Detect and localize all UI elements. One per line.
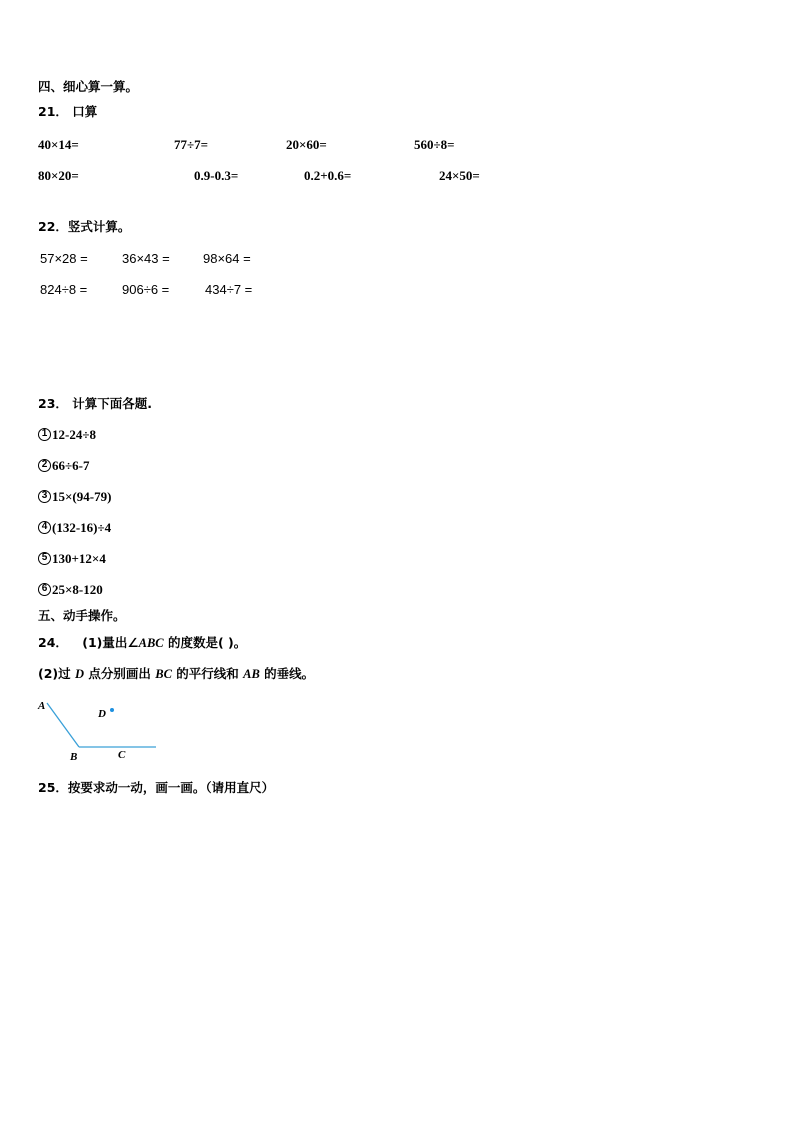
text-fragment: 的垂线。 [259,666,315,681]
section-5-title: 五、动手操作。 [38,608,126,623]
question-21-title: 21． 口算 [38,104,98,119]
vertical-calc-4: 824÷8 = [40,282,88,297]
calc-expression: (132-16)÷4 [52,520,112,535]
calc-expression: 66÷6-7 [52,458,90,473]
oral-calc-4: 560÷8= [414,137,455,152]
question-24-part-2 [38,668,314,681]
calc-expression: 15×(94-79) [52,489,112,504]
label-c: C [118,749,126,761]
part-1-prefix: (1)量出∠ [82,635,139,650]
vertical-calc-1: 57×28 = [40,251,88,266]
label-b: B [70,751,78,763]
question-23-title: 23． 计算下面各题. [38,396,152,411]
section-4-title: 四、细心算一算。 [38,79,139,94]
label-d: D [98,708,106,720]
circled-number: 3 [38,490,51,503]
ray-ba [47,703,79,747]
text-fragment: 的平行线和 [171,666,244,681]
line-bc-ref: BC [155,667,172,681]
calc-expression: 12-24÷8 [52,427,96,442]
angle-abc-figure [30,695,170,770]
vertical-calc-5: 906÷6 = [122,282,170,297]
angle-name: ABC [138,636,164,650]
oral-calc-3: 20×60= [286,137,327,152]
circled-number: 6 [38,583,51,596]
point-d [110,708,114,712]
vertical-calc-2: 36×43 = [122,251,170,266]
calc-item-5 [38,552,106,565]
oral-calc-7: 0.2+0.6= [304,168,352,183]
circled-number: 5 [38,552,51,565]
calc-item-4 [38,521,111,534]
calc-item-1 [38,428,96,441]
oral-calc-1: 40×14= [38,137,79,152]
circled-number: 4 [38,521,51,534]
oral-calc-2: 77÷7= [174,137,209,152]
point-d-ref: D [74,667,85,681]
calc-item-2 [38,459,89,472]
vertical-calc-6: 434÷7 = [205,282,253,297]
calc-item-3 [38,490,111,503]
calc-expression: 25×8-120 [52,582,103,597]
calc-item-6 [38,583,103,596]
question-22-title: 22．竖式计算。 [38,219,131,234]
question-25-title: 25．按要求动一动，画一画。（请用直尺） [38,780,275,795]
part-1-suffix: 的度数是( )。 [163,635,247,650]
question-number: 24． [38,635,68,650]
calc-expression: 130+12×4 [52,551,106,566]
circled-number: 2 [38,459,51,472]
label-a: A [38,700,46,712]
circled-number: 1 [38,428,51,441]
oral-calc-8: 24×50= [439,168,480,183]
vertical-calc-3: 98×64 = [203,251,251,266]
line-ab-ref: AB [243,667,260,681]
oral-calc-6: 0.9-0.3= [194,168,239,183]
text-fragment: (2)过 [38,666,75,681]
oral-calc-5: 80×20= [38,168,79,183]
question-24-part-1 [38,637,246,650]
text-fragment: 点分别画出 [84,666,156,681]
